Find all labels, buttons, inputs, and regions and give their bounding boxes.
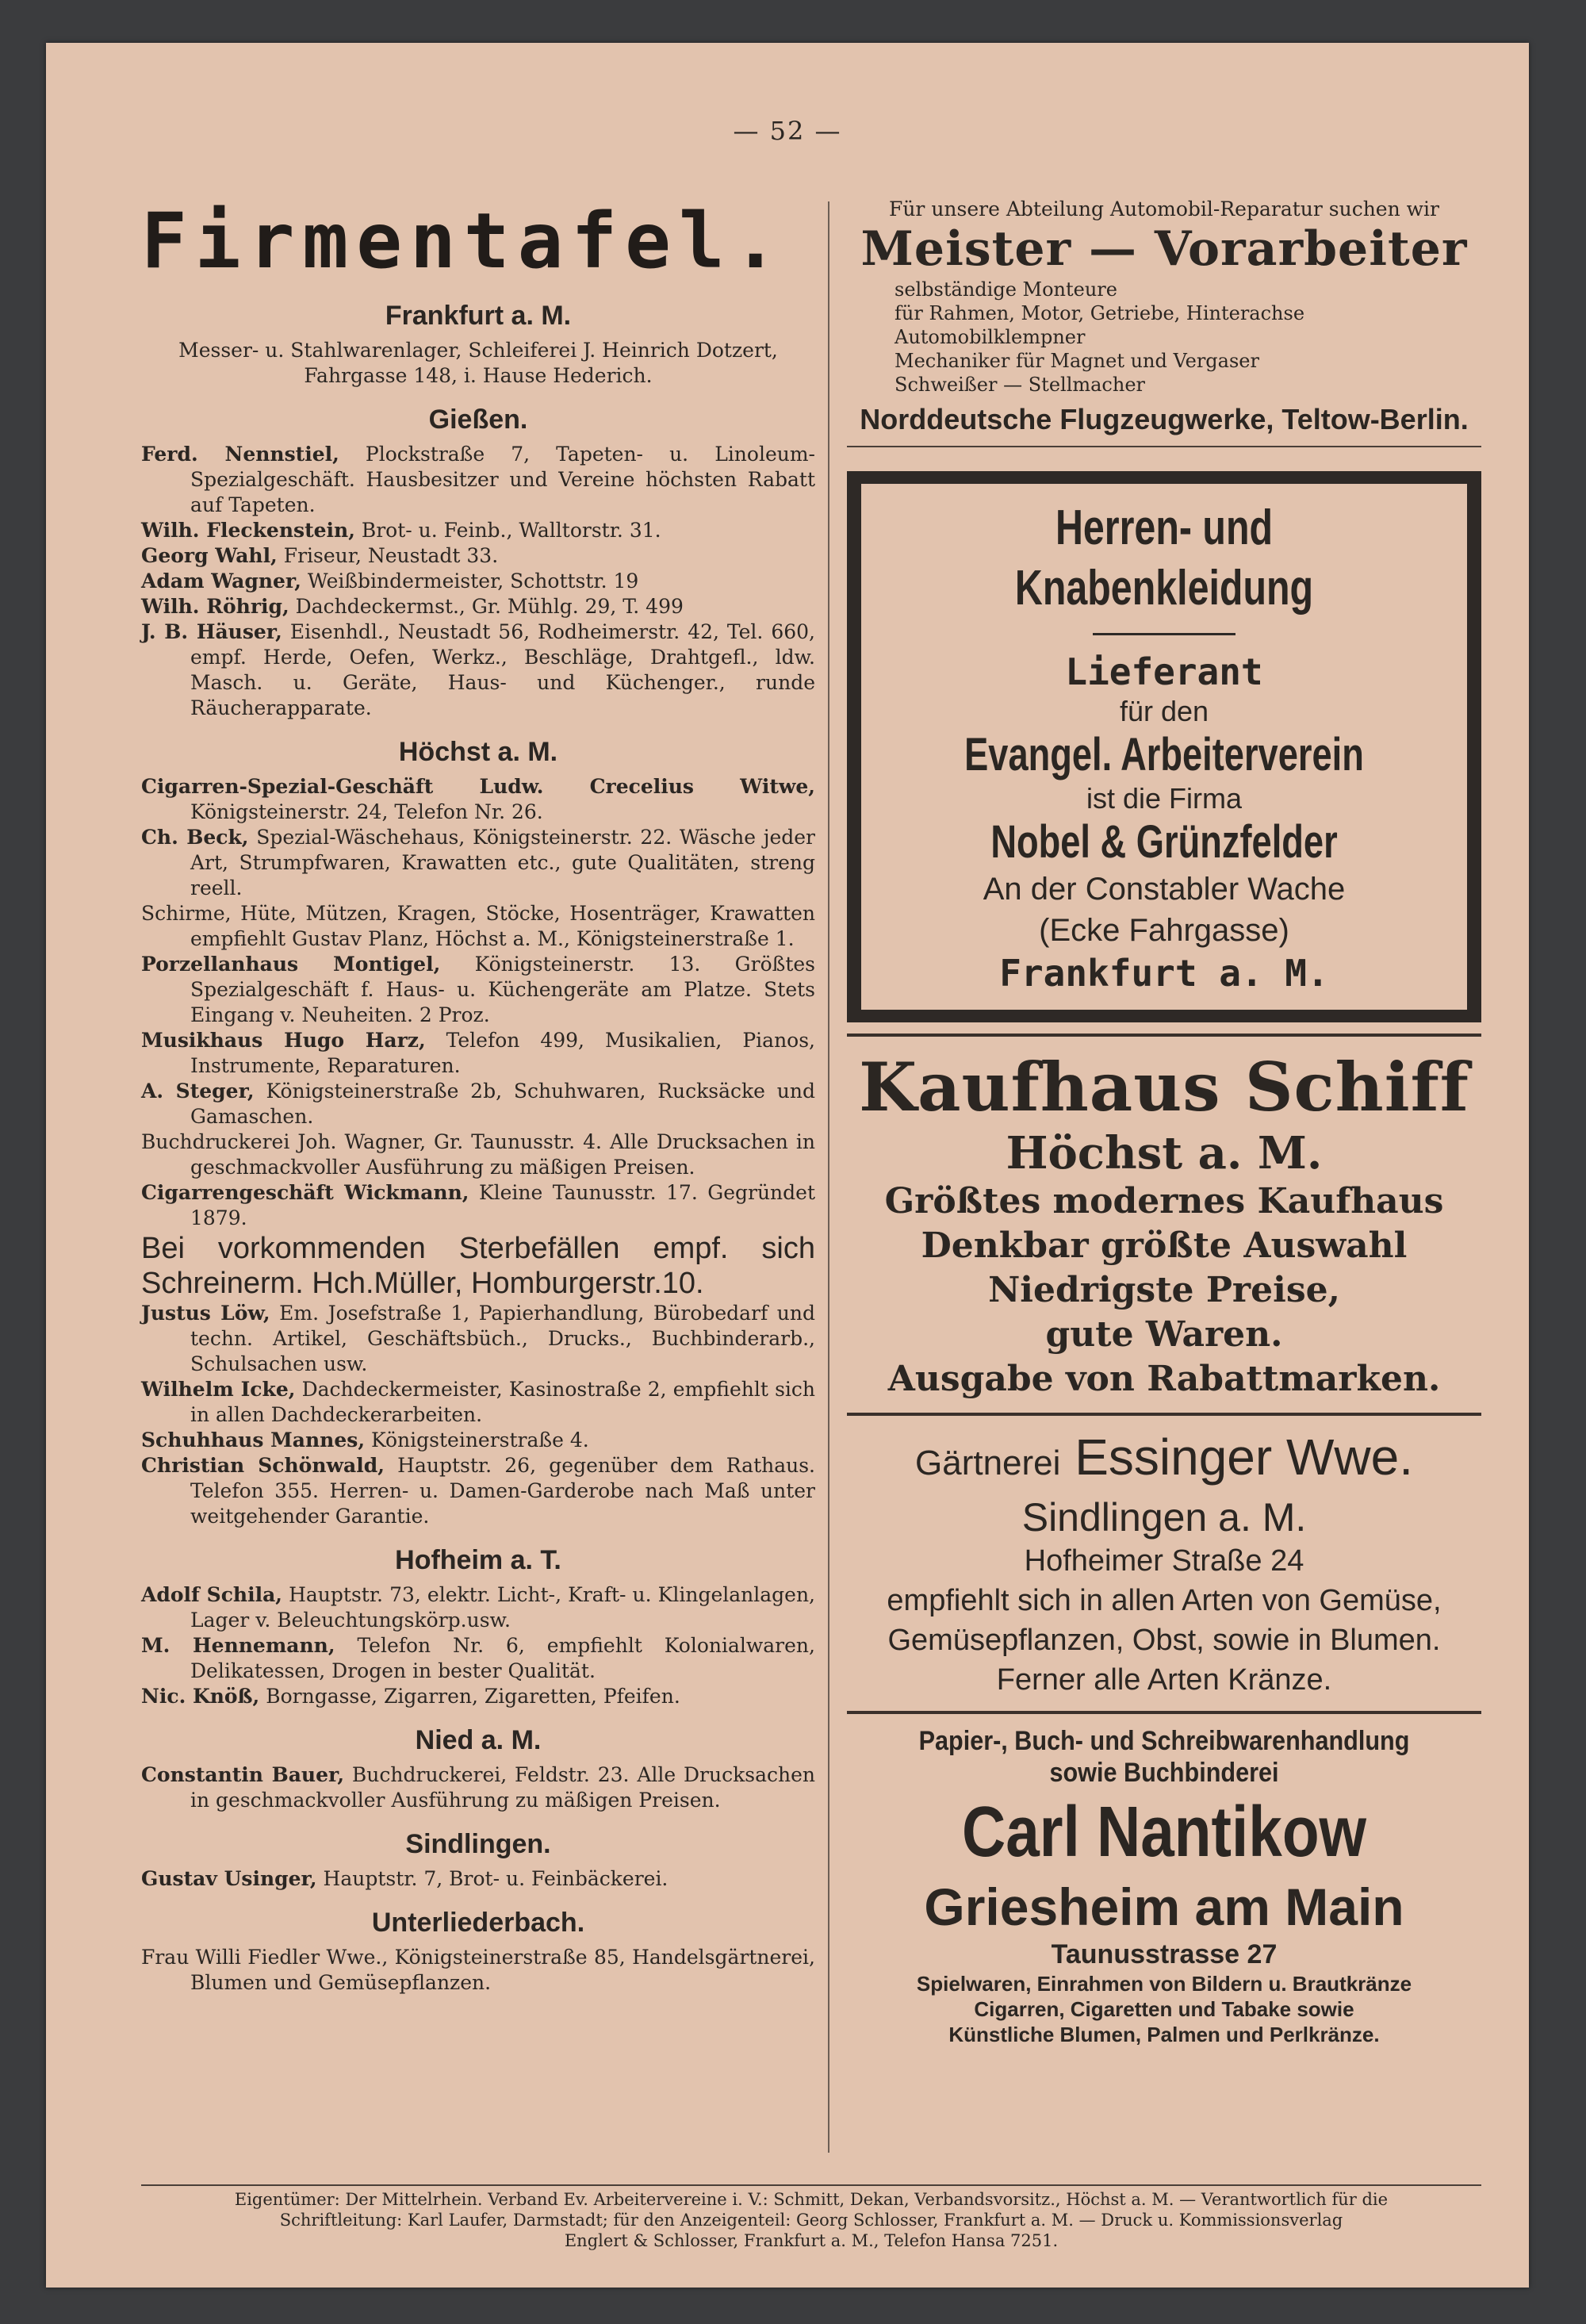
stationery-place: Griesheim am Main: [924, 1877, 1404, 1936]
store-line: Ausgabe von Rabattmarken.: [887, 1359, 1441, 1399]
masthead: Firmentafel.: [141, 197, 787, 286]
listing-text: Schirme, Hüte, Mützen, Kragen, Stöcke, Hosenträger, Krawatten empfiehlt Gustav Planz, Höchst a. M., Königsteinerstraße 1.: [141, 902, 815, 950]
listing-text: Hauptstr. 26, gegenüber dem Rathaus. Telefon 355. Herren- u. Damen-Garderobe nach Maß unter weitgehender Garantie.: [190, 1454, 815, 1528]
listing-text: Borngasse, Zigarren, Zigaretten, Pfeifen.: [266, 1685, 680, 1708]
clothing-ad-line: ist die Firma: [1086, 782, 1243, 815]
imprint-footer: [141, 2184, 1481, 2251]
listing-text: Buchdruckerei, Feldstr. 23. Alle Drucksachen in geschmackvoller Ausführung zu mäßigen Preisen.: [190, 1763, 815, 1812]
clothing-ad-line: (Ecke Fahrgasse): [1039, 913, 1289, 948]
job-ad: [847, 198, 1481, 436]
listing-text: Telefon 499, Musikalien, Pianos, Instrumente, Reparaturen.: [190, 1029, 815, 1077]
funeral-notice: Bei vorkommenden Sterbefällen empf. sich Schreinerm. Hch.Müller, Homburgerstr.10.: [141, 1232, 815, 1300]
listing-name: Ferd. Nennstiel,: [141, 443, 339, 466]
nursery-line: Gemüsepflanzen, Obst, sowie in Blumen.: [887, 1624, 1441, 1657]
nursery-place: Sindlingen a. M.: [1021, 1495, 1307, 1540]
listing-name: Constantin Bauer,: [141, 1763, 345, 1786]
place-heading: Frankfurt a. M.: [385, 301, 572, 331]
ad-divider: [847, 1413, 1481, 1416]
listing-text: Dachdeckermst., Gr. Mühlg. 29, T. 499: [295, 595, 684, 618]
listing-name: Wilhelm Icke,: [141, 1378, 296, 1401]
listing-entry: [141, 569, 815, 594]
newspaper-page: [46, 43, 1529, 2288]
listing-entry: [141, 1866, 815, 1892]
ad-divider: [847, 1711, 1481, 1714]
job-ad-line: Mechaniker für Magnet und Vergaser: [895, 350, 1259, 372]
listing-entry: [141, 619, 815, 721]
listing-text: Plockstraße 7, Tapeten- u. Linoleum-Spezialgeschäft. Hausbesitzer und Vereine höchsten Rabatt auf Tapeten.: [190, 443, 816, 516]
store-name: Kaufhaus Schiff: [859, 1048, 1469, 1126]
place-heading: Unterliederbach.: [371, 1908, 585, 1938]
store-line: Denkbar größte Auswahl: [921, 1225, 1408, 1266]
listing-entry: [141, 1301, 815, 1377]
listing-name: Nic. Knöß,: [141, 1685, 260, 1708]
left-column: [141, 198, 815, 1996]
ad-divider: [847, 446, 1481, 447]
listing-text: Kleine Taunusstr. 17. Gegründet 1879.: [190, 1181, 815, 1229]
listing-text: Dachdeckermeister, Kasinostraße 2, empfiehlt sich in allen Dachdeckerarbeiten.: [190, 1378, 815, 1426]
imprint-line: Schriftleitung: Karl Laufer, Darmstadt; für den Anzeigenteil: Georg Schlosser, Frankfurt a. M. — Druck u. Kommissionsverlag: [279, 2211, 1343, 2230]
listing-name: Ch. Beck,: [141, 826, 249, 849]
store-place: Höchst a. M.: [1006, 1127, 1323, 1179]
listing-entry: [141, 1762, 815, 1813]
listing-name: M. Hennemann,: [141, 1634, 335, 1657]
listing-name: Gustav Usinger,: [141, 1867, 317, 1890]
listing-name: Adam Wagner,: [141, 569, 301, 593]
listing-text: Königsteinerstraße 4.: [371, 1429, 589, 1452]
job-ad-headline: Meister — Vorarbeiter: [860, 221, 1468, 277]
place-heading: Nied a. M.: [415, 1725, 542, 1755]
listing-text: Hauptstr. 73, elektr. Licht-, Kraft- u. Klingelanlagen, Lager v. Beleuchtungskörp.usw.: [190, 1583, 815, 1632]
listing-entry: [141, 543, 815, 569]
job-ad-firm: Norddeutsche Flugzeugwerke, Teltow-Berlin.: [860, 403, 1469, 435]
listing-text: Königsteinerstraße 2b, Schuhwaren, Rucksäcke und Gamaschen.: [190, 1080, 815, 1128]
listing-text: Brot- u. Feinb., Walltorstr. 31.: [361, 519, 661, 542]
listing-name: J. B. Häuser,: [141, 620, 282, 643]
listing-name: Wilh. Fleckenstein,: [141, 519, 355, 542]
listing-entry: Messer- u. Stahlwarenlager, Schleiferei J. Heinrich Dotzert, Fahrgasse 148, i. Hause Hederich.: [178, 339, 778, 387]
job-ad-line: für Rahmen, Motor, Getriebe, Hinterachse: [895, 302, 1305, 324]
listing-entry: [141, 518, 815, 543]
clothing-ad-city: Frankfurt a. M.: [999, 952, 1329, 995]
listing-text: Em. Josefstraße 1, Papierhandlung, Bürobedarf und techn. Artikel, Geschäftsbüch., Drucks., Buchbinderarb., Schulsachen usw.: [190, 1302, 815, 1375]
stationery-street: Taunusstrasse 27: [1051, 1939, 1278, 1969]
clothing-ad-firm: Nobel & Grünzfelder: [990, 816, 1338, 868]
department-store-ad: [847, 1048, 1481, 1402]
listing-name: Justus Löw,: [141, 1302, 270, 1325]
listing-entry: [141, 1684, 815, 1709]
store-line: Größtes modernes Kaufhaus: [884, 1181, 1444, 1221]
listing-name: Georg Wahl,: [141, 544, 278, 567]
listing-entry: [141, 1633, 815, 1684]
stationery-ad: [847, 1725, 1481, 2047]
column-divider: [828, 201, 829, 2153]
listing-entry: [141, 1582, 815, 1633]
listing-entry: [141, 442, 815, 518]
listing-entry: [141, 1180, 815, 1231]
listing-text: Telefon Nr. 6, empfiehlt Kolonialwaren, Delikatessen, Drogen in bester Qualität.: [190, 1634, 815, 1682]
imprint-line: Englert & Schlosser, Frankfurt a. M., Telefon Hansa 7251.: [564, 2231, 1059, 2250]
store-line: Niedrigste Preise,: [988, 1270, 1340, 1310]
listing-entry: [141, 952, 815, 1028]
stationery-line: Papier-, Buch- und Schreibwarenhandlung: [918, 1726, 1410, 1756]
place-heading: Hofheim a. T.: [395, 1545, 561, 1575]
nursery-ad: [847, 1427, 1481, 1700]
listing-entry: [141, 1453, 815, 1529]
stationery-line: Spielwaren, Einrahmen von Bildern u. Brautkränze: [916, 1972, 1412, 1996]
imprint-line: Eigentümer: Der Mittelrhein. Verband Ev. Arbeitervereine i. V.: Schmitt, Dekan, Verbandsvorsitz., Höchst a. M. — Verantwortlich für die: [234, 2190, 1389, 2209]
place-heading: Gießen.: [428, 405, 528, 435]
stationery-line: Künstliche Blumen, Palmen und Perlkränze.: [948, 2023, 1380, 2046]
listing-entry: [141, 594, 815, 619]
listing-entry: [141, 1129, 815, 1180]
nursery-line: empfiehlt sich in allen Arten von Gemüse,: [887, 1584, 1442, 1617]
listing-name: Adolf Schila,: [141, 1583, 282, 1606]
clothing-ad-title: Herren- und Knabenkleidung: [1014, 500, 1314, 616]
nursery-owner: Essinger Wwe.: [1075, 1429, 1413, 1486]
listing-text: Königsteinerstr. 13. Größtes Spezialgeschäft f. Haus- u. Küchengeräte am Platze. Stets Eingang v. Neuheiten. 2 Proz.: [190, 953, 816, 1026]
listing-entry: [141, 774, 815, 825]
nursery-line: Ferner alle Arten Kränze.: [996, 1663, 1332, 1697]
listing-entry: [141, 1079, 815, 1129]
clothing-ad-line: Evangel. Arbeiterverein: [964, 729, 1364, 780]
page-number: — 52 —: [733, 116, 842, 146]
listing-name: A. Steger,: [141, 1080, 255, 1103]
listing-entry: [141, 901, 815, 952]
listing-entry: [141, 1377, 815, 1428]
stationery-line: sowie Buchbinderei: [1049, 1758, 1279, 1788]
nursery-address: Hofheimer Straße 24: [1024, 1544, 1304, 1578]
listing-name: Christian Schönwald,: [141, 1454, 385, 1477]
listing-text: Hauptstr. 7, Brot- u. Feinbäckerei.: [323, 1867, 668, 1890]
job-ad-line: Automobilklempner: [895, 326, 1086, 348]
clothing-ad-line: für den: [1119, 695, 1209, 727]
listing-text: Frau Willi Fiedler Wwe., Königsteinerstraße 85, Handelsgärtnerei, Blumen und Gemüsepflanzen.: [141, 1946, 815, 1994]
listing-text: Spezial-Wäschehaus, Königsteinerstr. 22. Wäsche jeder Art, Strumpfwaren, Krawatten etc., gute Qualitäten, streng reell.: [190, 826, 816, 899]
listing-entry: [141, 1028, 815, 1079]
right-column: [847, 198, 1481, 2047]
stationery-line: Cigarren, Cigaretten und Tabake sowie: [974, 1997, 1354, 2021]
listing-text: Eisenhdl., Neustadt 56, Rodheimerstr. 42, Tel. 660, empf. Herde, Oefen, Werkz., Beschläge, Drahtgefl., ldw. Masch. u. Geräte, Haus- und Küchenger., runde Räucherapparate.: [190, 620, 815, 719]
listing-name: Musikhaus Hugo Harz,: [141, 1029, 426, 1052]
place-heading: Höchst a. M.: [398, 737, 558, 767]
job-ad-intro: Für unsere Abteilung Automobil-Reparatur suchen wir: [888, 198, 1439, 221]
listing-entry: [141, 825, 815, 901]
listing-text: Buchdruckerei Joh. Wagner, Gr. Taunusstr. 4. Alle Drucksachen in geschmackvoller Ausführung zu mäßigen Preisen.: [141, 1130, 815, 1179]
ad-divider: [847, 1034, 1481, 1037]
nursery-prefix: Gärtnerei: [915, 1444, 1061, 1482]
listing-name: Schuhhaus Mannes,: [141, 1429, 366, 1452]
listing-name: Cigarrengeschäft Wickmann,: [141, 1181, 469, 1204]
listing-text: Weißbindermeister, Schottstr. 19: [307, 569, 639, 593]
listing-name: Porzellanhaus Montigel,: [141, 953, 441, 976]
place-heading: Sindlingen.: [405, 1829, 551, 1859]
nursery-name: [847, 1427, 1481, 1494]
listing-text: Friseur, Neustadt 33.: [283, 544, 499, 567]
clothing-ad-line: An der Constabler Wache: [983, 872, 1346, 907]
stationery-owner: Carl Nantikow: [961, 1793, 1367, 1872]
store-line: gute Waren.: [1045, 1314, 1283, 1355]
short-rule: [1093, 633, 1235, 635]
job-ad-line: Schweißer — Stellmacher: [895, 374, 1146, 396]
listing-entry: [141, 1945, 815, 1996]
clothing-ad-line: Lieferant: [1065, 650, 1263, 693]
clothing-ad: [847, 471, 1481, 1022]
job-ad-line: selbständige Monteure: [895, 278, 1117, 301]
listing-text: Königsteinerstr. 24, Telefon Nr. 26.: [190, 800, 543, 823]
listing-entry: [141, 1428, 815, 1453]
listing-name: Cigarren-Spezial-Geschäft Ludw. Crecelius Witwe,: [141, 775, 815, 798]
listing-name: Wilh. Röhrig,: [141, 595, 289, 618]
